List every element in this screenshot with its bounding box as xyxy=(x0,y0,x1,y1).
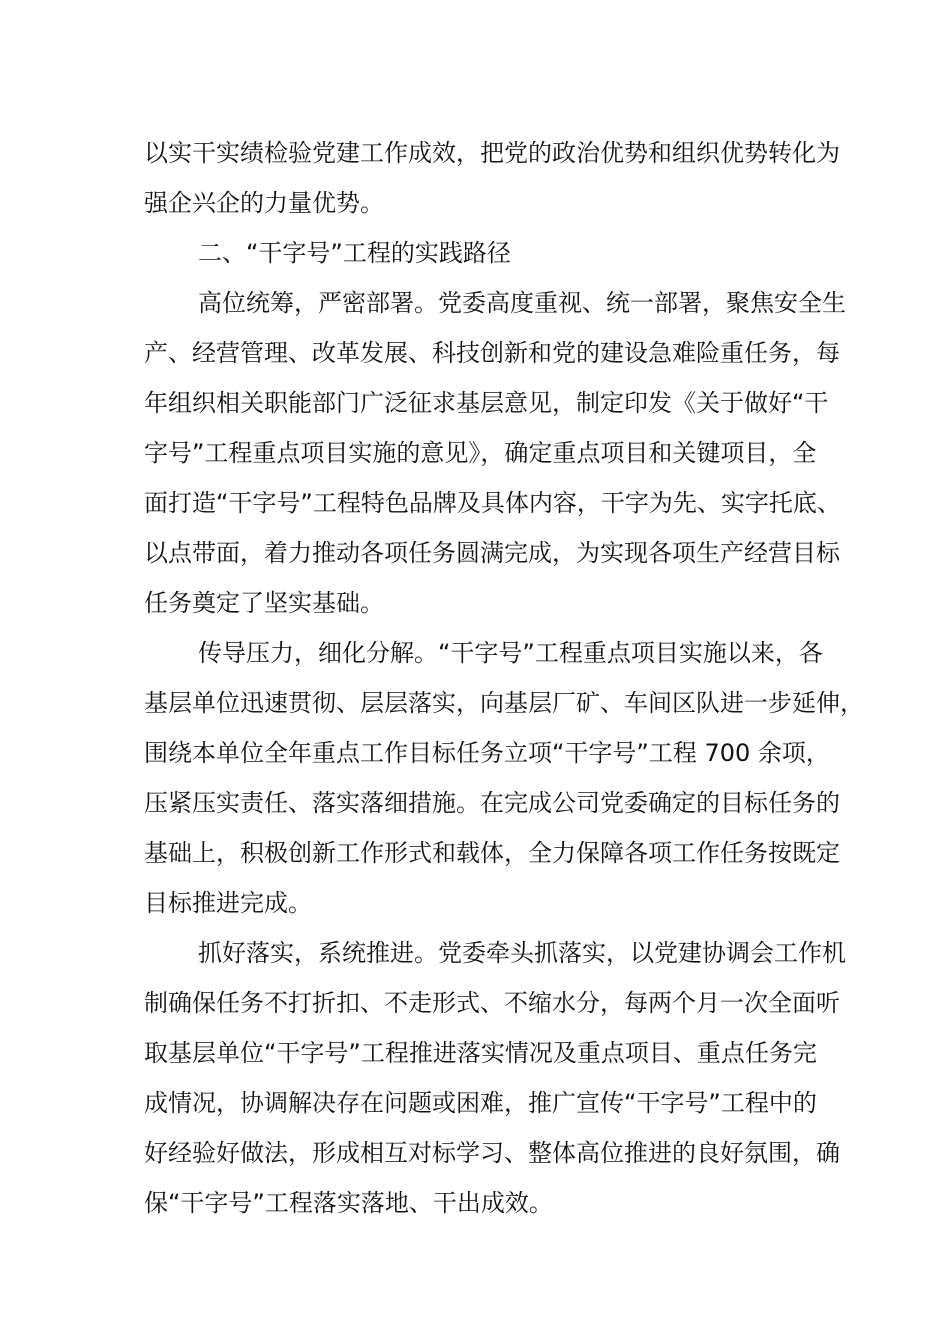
paragraph-line: 保“干字号”工程落实落地、干出成效。 xyxy=(144,1189,553,1217)
paragraph-line: 取基层单位“干字号”工程推进落实情况及重点项目、重点任务完 xyxy=(144,1039,817,1067)
paragraph-line: 传导压力，细化分解。“干字号”工程重点项目实施以来，各 xyxy=(198,639,823,667)
paragraph-line: 好经验好做法，形成相互对标学习、整体高位推进的良好氛围，确 xyxy=(144,1139,840,1167)
paragraph-line: 产、经营管理、改革发展、科技创新和党的建设急难险重任务，每 xyxy=(144,339,840,367)
paragraph-line: 目标推进完成。 xyxy=(144,889,312,917)
paragraph-line: 制确保任务不打折扣、不走形式、不缩水分，每两个月一次全面听 xyxy=(144,989,840,1017)
section-heading: 二、“干字号”工程的实践路径 xyxy=(198,239,511,267)
paragraph-line: 压紧压实责任、落实落细措施。在完成公司党委确定的目标任务的 xyxy=(144,789,840,817)
paragraph-line: 面打造“干字号”工程特色品牌及具体内容，干字为先、实字托底、 xyxy=(144,489,841,517)
paragraph-line: 高位统筹，严密部署。党委高度重视、统一部署，聚焦安全生 xyxy=(198,289,846,317)
paragraph-line: 基础上，积极创新工作形式和载体，全力保障各项工作任务按既定 xyxy=(144,839,840,867)
paragraph-line: 强企兴企的力量优势。 xyxy=(144,189,384,217)
paragraph-line: 以点带面，着力推动各项任务圆满完成，为实现各项生产经营目标 xyxy=(144,539,840,567)
paragraph-line: 成情况，协调解决存在问题或困难，推广宣传“干字号”工程中的 xyxy=(144,1089,817,1117)
paragraph-line: 抓好落实，系统推进。党委牵头抓落实，以党建协调会工作机 xyxy=(198,939,846,967)
paragraph-line: 基层单位迅速贯彻、层层落实，向基层厂矿、车间区队进一步延伸， xyxy=(144,689,864,717)
paragraph-line: 年组织相关职能部门广泛征求基层意见，制定印发《关于做好“干 xyxy=(144,389,829,417)
paragraph-line: 以实干实绩检验党建工作成效，把党的政治优势和组织优势转化为 xyxy=(144,139,840,167)
paragraph-line: 字号”工程重点项目实施的意见》，确定重点项目和关键项目，全 xyxy=(144,439,817,467)
paragraph-line: 任务奠定了坚实基础。 xyxy=(144,589,384,617)
paragraph-line: 围绕本单位全年重点工作目标任务立项“干字号”工程 700 余项， xyxy=(144,739,830,767)
